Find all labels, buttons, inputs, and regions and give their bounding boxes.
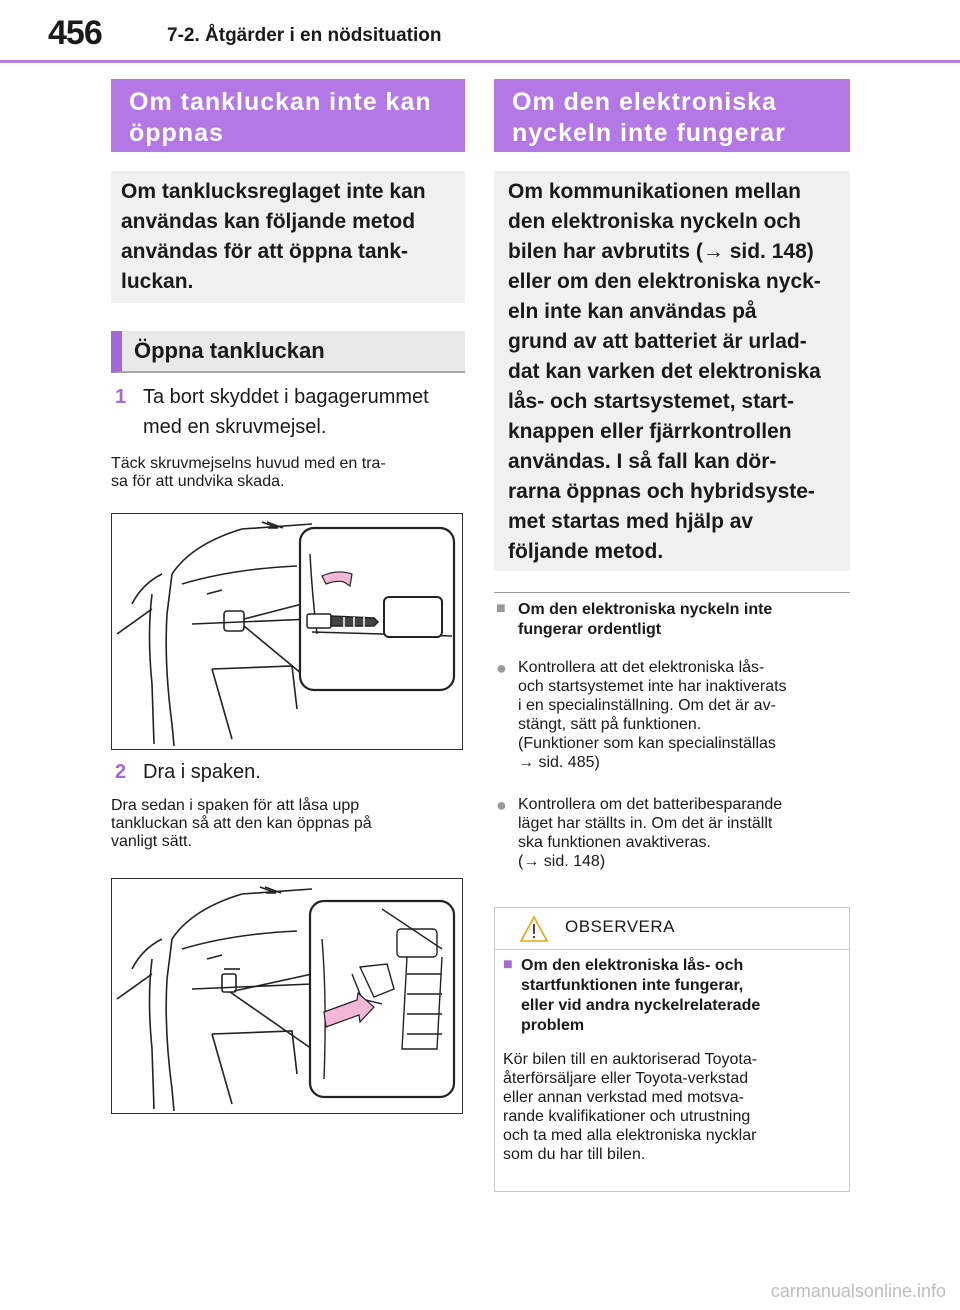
warning-heading-line: eller vid andra nyckelrelaterade <box>521 997 761 1014</box>
warning-body-line: Kör bilen till en auktoriserad Toyota- <box>503 1051 758 1068</box>
bullet-line: → sid. 485) <box>518 754 600 771</box>
intro-line: den elektroniska nyckeln och <box>508 210 801 233</box>
note-line: tankluckan så att den kan öppnas på <box>111 815 372 832</box>
step-number: 2 <box>115 761 127 783</box>
subheading-open-fuel-door <box>111 331 465 373</box>
warning-heading <box>503 956 843 1036</box>
intro-line: bilen har avbrutits (→ sid. 148) <box>508 240 814 263</box>
subheading-text: Öppna tankluckan <box>134 338 325 363</box>
subsection-heading-text: fungerar ordentligt <box>518 621 662 638</box>
warning-body-line: återförsäljare eller Toyota-verkstad <box>503 1070 749 1087</box>
warning-triangle-icon <box>519 915 549 943</box>
note-line: Täck skruvmejselns huvud med en tra- <box>111 455 386 472</box>
section-divider <box>494 592 850 593</box>
warning-body-line: som du har till bilen. <box>503 1146 646 1163</box>
list-item <box>496 795 850 871</box>
step-1 <box>115 382 465 442</box>
subsection-heading-text: Om den elektroniska nyckeln inte <box>518 601 773 618</box>
square-bullet-icon: ■ <box>503 956 513 973</box>
bullet-line: (→ sid. 148) <box>518 853 606 870</box>
warning-body-line: och ta med alla elektroniska nycklar <box>503 1127 757 1144</box>
subsection-heading <box>496 600 850 640</box>
intro-box-fuel-door <box>111 171 465 303</box>
bullet-line: (Funktioner som kan specialinställas <box>518 735 776 752</box>
bullet-line: läget har ställts in. Om det är inställt <box>518 815 773 832</box>
step-number: 1 <box>115 386 127 408</box>
step-text: med en skruvmejsel. <box>143 416 327 438</box>
warning-body <box>503 1050 843 1164</box>
intro-line: användas. I så fall kan dör- <box>508 450 777 473</box>
bullet-line: i en specialinställning. Om det är av- <box>518 697 776 714</box>
warning-heading-line: problem <box>521 1017 585 1034</box>
bullet-line: ska funktionen avaktiveras. <box>518 834 711 851</box>
step-text: Dra i spaken. <box>143 761 261 783</box>
note-1 <box>111 455 465 491</box>
intro-line: Om kommunikationen mellan <box>508 180 801 203</box>
chapter-title: 7-2. Åtgärder i en nödsituation <box>167 25 442 46</box>
step-text: Ta bort skyddet i bagagerummet <box>143 386 429 408</box>
header-divider <box>0 60 960 63</box>
list-item <box>496 658 850 772</box>
warning-label: OBSERVERA <box>565 917 676 936</box>
section-title-electronic-key <box>494 79 850 152</box>
intro-text: Om tanklucksreglaget inte kan användas kan följande metod användas för att öppna tank-luckan. <box>121 180 426 293</box>
warning-heading-line: startfunktionen inte fungerar, <box>521 977 744 994</box>
section-title-text: nyckeln inte fungerar <box>512 119 786 147</box>
intro-line: eller om den elektroniska nyck- <box>508 270 821 293</box>
trunk-cover-drawing <box>112 514 461 748</box>
intro-line: grund av att batteriet är urlad- <box>508 330 807 353</box>
note-line: sa för att undvika skada. <box>111 473 285 490</box>
section-title-fuel-door <box>111 79 465 152</box>
warning-box <box>494 907 850 1192</box>
note-line: vanligt sätt. <box>111 833 192 850</box>
intro-line: met startas med hjälp av <box>508 510 754 533</box>
bullet-line: Kontrollera om det batteribesparande <box>518 796 783 813</box>
intro-line: dat kan varken det elektroniska <box>508 360 821 383</box>
bullet-dot-icon: ● <box>496 795 507 815</box>
warning-body-line: rande kvalifikationer och utrustning <box>503 1108 751 1125</box>
intro-box-electronic-key <box>494 171 850 571</box>
warning-heading-line: Om den elektroniska lås- och <box>521 957 744 974</box>
page-number: 456 <box>48 14 102 52</box>
intro-line: knappen eller fjärrkontrollen <box>508 420 792 443</box>
illustration-remove-cover <box>111 513 463 750</box>
note-2 <box>111 797 465 851</box>
step-2 <box>115 757 465 787</box>
warning-header <box>495 908 849 950</box>
warning-body-line: eller annan verkstad med motsva- <box>503 1089 744 1106</box>
square-bullet-icon: ■ <box>496 600 506 617</box>
watermark: carmanualsonline.info <box>770 1281 946 1301</box>
bullet-line: Kontrollera att det elektroniska lås- <box>518 659 765 676</box>
bullet-line: och startsystemet inte har inaktiverats <box>518 678 787 695</box>
intro-line: lås- och startsystemet, start- <box>508 390 794 413</box>
section-title-text: Om den elektroniska <box>512 88 777 116</box>
note-line: Dra sedan i spaken för att låsa upp <box>111 797 360 814</box>
intro-line: eln inte kan användas på <box>508 300 757 323</box>
lever-drawing <box>112 879 461 1112</box>
intro-line: följande metod. <box>508 540 664 563</box>
section-title-text: Om tankluckan inte kan öppnas <box>129 88 432 147</box>
illustration-pull-lever <box>111 878 463 1114</box>
bullet-line: stängt, sätt på funktionen. <box>518 716 702 733</box>
intro-line: rarna öppnas och hybridsyste- <box>508 480 815 503</box>
bullet-dot-icon: ● <box>496 658 507 678</box>
